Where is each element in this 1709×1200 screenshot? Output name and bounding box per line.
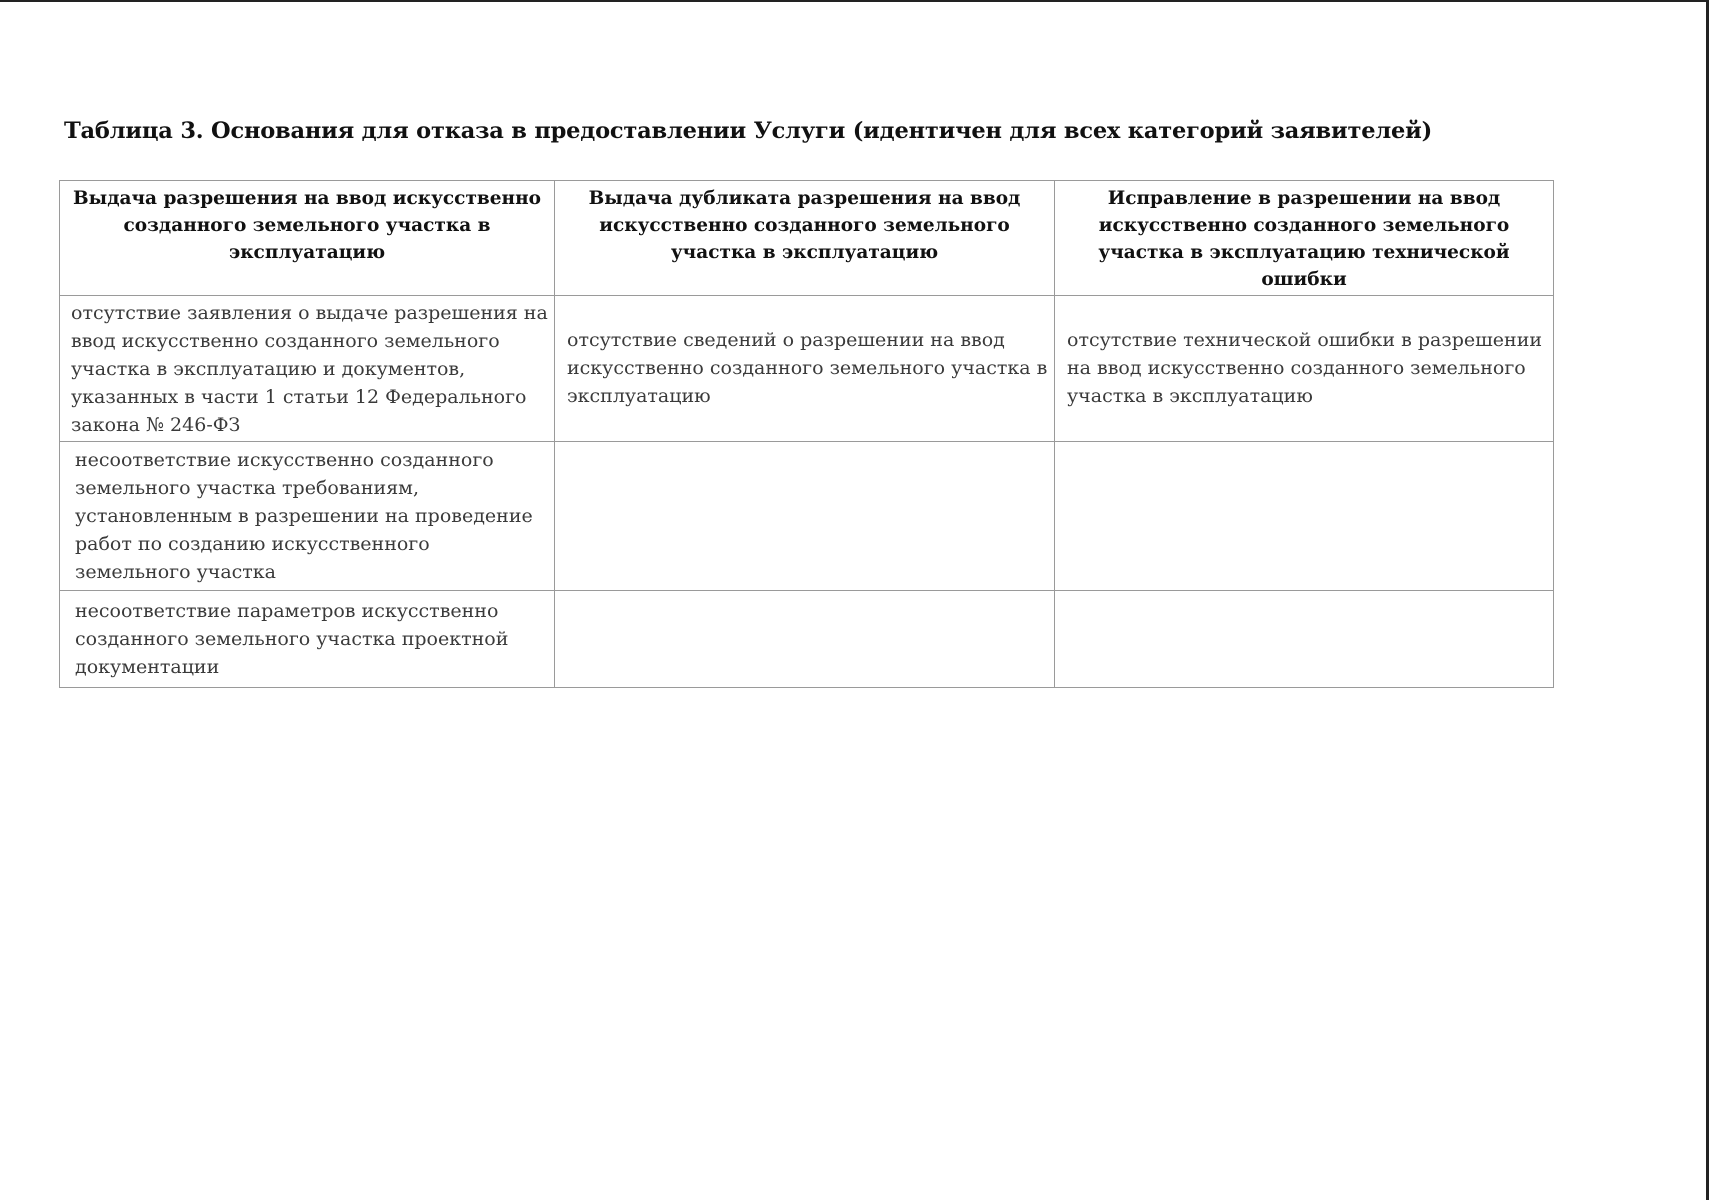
table-cell <box>555 296 1055 442</box>
column-header-duplicate-permit: Выдача дубликата разрешения на ввод искусственно созданного земельного участка в эксплуатацию <box>555 181 1055 296</box>
table-row <box>60 591 1554 688</box>
cell-text: отсутствие заявления о выдаче разрешения на ввод искусственно созданного земельного участка в эксплуатацию и документов, указанных в части 1 статьи 12 Федерального закона № 246-ФЗ <box>71 302 548 436</box>
table-cell <box>555 591 1055 688</box>
refusal-grounds-table <box>59 180 1554 688</box>
cell-text <box>555 591 1054 597</box>
table-cell <box>60 442 555 591</box>
table-cell <box>1055 591 1554 688</box>
page-edge-top <box>0 0 1709 2</box>
cell-text <box>555 442 1054 448</box>
cell-text: несоответствие искусственно созданного земельного участка требованиям, установленным в разрешении на проведение работ по созданию искусственного земельного участка <box>75 449 533 583</box>
cell-text: отсутствие сведений о разрешении на ввод искусственно созданного земельного участка в эксплуатацию <box>567 329 1048 407</box>
table-header-row <box>60 181 1554 296</box>
table-cell <box>555 442 1055 591</box>
table-cell <box>60 296 555 442</box>
cell-text <box>1055 442 1553 448</box>
table-row <box>60 296 1554 442</box>
cell-text: несоответствие параметров искусственно созданного земельного участка проектной документации <box>75 600 509 678</box>
table-title: Таблица 3. Основания для отказа в предоставлении Услуги (идентичен для всех категорий заявителей) <box>64 118 1433 144</box>
column-header-issue-permit: Выдача разрешения на ввод искусственно созданного земельного участка в эксплуатацию <box>60 181 555 296</box>
table-row <box>60 442 1554 591</box>
cell-text: отсутствие технической ошибки в разрешении на ввод искусственно созданного земельного участка в эксплуатацию <box>1067 329 1543 407</box>
cell-text <box>1055 591 1553 597</box>
table-cell <box>1055 442 1554 591</box>
table-cell <box>1055 296 1554 442</box>
column-header-correct-error: Исправление в разрешении на ввод искусственно созданного земельного участка в эксплуатацию технической ошибки <box>1055 181 1554 296</box>
table-cell <box>60 591 555 688</box>
